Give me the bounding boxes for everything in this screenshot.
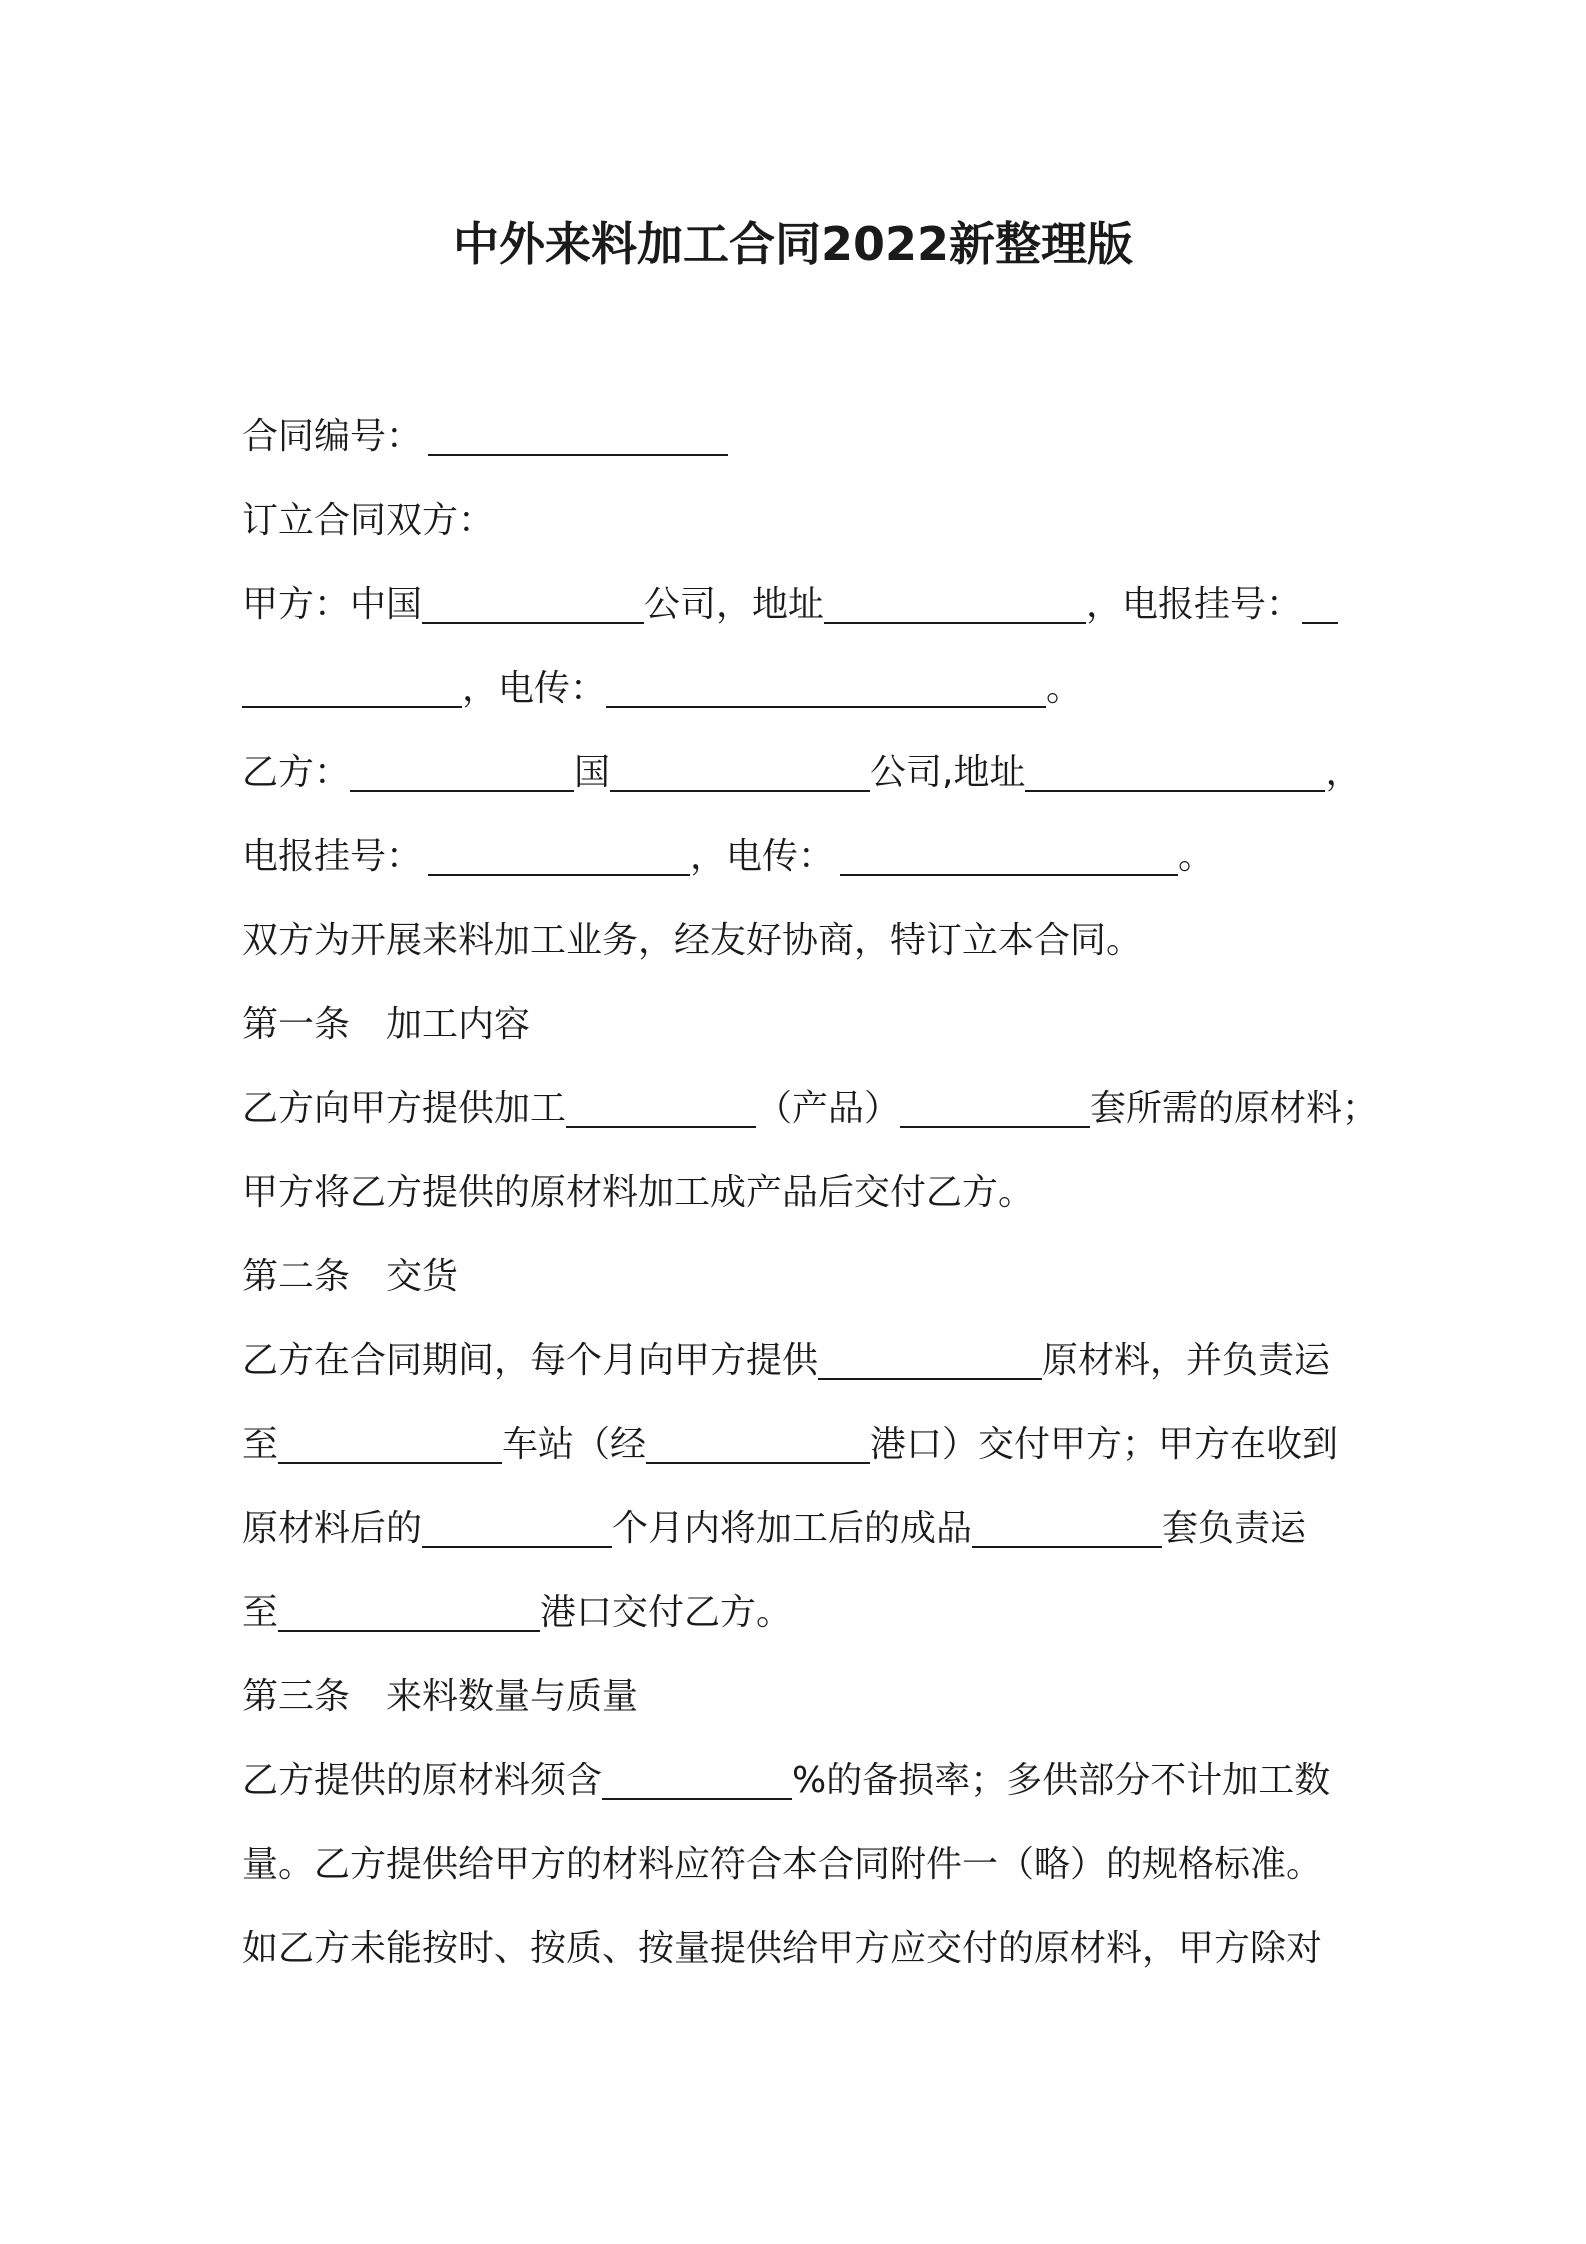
parties-heading-line [242, 496, 1362, 546]
party-a-telegraph-blank-start[interactable] [1302, 582, 1338, 624]
preamble-line [242, 916, 1362, 966]
contract-number-line [242, 412, 1362, 462]
article-2-body-line-2 [242, 1420, 1362, 1470]
contract-number-blank[interactable] [428, 414, 728, 456]
months-blank[interactable] [422, 1506, 612, 1548]
text-segment: ， [1325, 752, 1362, 793]
text-segment: ，电传： [462, 668, 607, 709]
text-segment: 乙方： [242, 752, 351, 793]
text-segment: 。 [1178, 836, 1215, 877]
text-segment: 甲方将乙方提供的原材料加工成产品后交付乙方。 [242, 1172, 1035, 1213]
article-1-heading [242, 1000, 1362, 1050]
article-3-body-line-2 [242, 1840, 1362, 1890]
party-b-address-blank[interactable] [1025, 750, 1325, 792]
text-segment: 合同编号： [242, 416, 423, 457]
article-2-body-line-4 [242, 1588, 1362, 1638]
text-segment: 公司，地址 [644, 584, 825, 625]
article-3-body-line-1 [242, 1756, 1362, 1806]
text-segment: 套所需的原材料； [1090, 1088, 1379, 1129]
text-segment: 至 [242, 1424, 279, 1465]
spare-rate-blank[interactable] [602, 1758, 792, 1800]
text-segment: 第一条 加工内容 [242, 1004, 531, 1045]
party-b-telegraph-line [242, 832, 1362, 882]
text-segment: 订立合同双方： [242, 500, 495, 541]
via-port-blank[interactable] [646, 1422, 870, 1464]
text-segment: %的备损率；多供部分不计加工数 [792, 1760, 1331, 1801]
party-b-telegraph-blank[interactable] [428, 834, 690, 876]
text-segment: 港口交付乙方。 [540, 1592, 793, 1633]
text-segment: 套负责运 [1162, 1508, 1307, 1549]
party-b-company-blank[interactable] [610, 750, 870, 792]
finished-sets-blank[interactable] [972, 1506, 1162, 1548]
article-2-body-line-1 [242, 1336, 1362, 1386]
party-b-line [242, 748, 1362, 798]
article-1-body-line-2 [242, 1168, 1362, 1218]
delivery-port-blank[interactable] [278, 1590, 540, 1632]
article-1-body-line-1 [242, 1084, 1379, 1134]
text-segment: 量。乙方提供给甲方的材料应符合本合同附件一（略）的规格标准。 [242, 1844, 1323, 1885]
article-2-body-line-3 [242, 1504, 1362, 1554]
text-segment: （产品） [756, 1088, 901, 1129]
party-a-telegraph-line [242, 664, 1362, 714]
party-a-fax-blank[interactable] [606, 666, 1046, 708]
party-a-line [242, 580, 1362, 630]
text-segment: 。 [1046, 668, 1083, 709]
text-segment: 乙方提供的原材料须含 [242, 1760, 603, 1801]
article-3-body-line-3 [242, 1924, 1362, 1974]
party-a-company-blank[interactable] [422, 582, 644, 624]
text-segment: 原材料，并负责运 [1042, 1340, 1331, 1381]
party-a-telegraph-blank-end[interactable] [242, 666, 462, 708]
text-segment: 车站（经 [502, 1424, 647, 1465]
text-segment: 原材料后的 [242, 1508, 423, 1549]
text-segment: 乙方向甲方提供加工 [242, 1088, 567, 1129]
text-segment: 双方为开展来料加工业务，经友好协商，特订立本合同。 [242, 920, 1143, 961]
text-segment: ，电报挂号： [1086, 584, 1303, 625]
text-segment: 电报挂号： [242, 836, 423, 877]
text-segment: ，电传： [690, 836, 835, 877]
text-segment: 第二条 交货 [242, 1256, 459, 1297]
text-segment: 国 [574, 752, 611, 793]
party-b-country-blank[interactable] [350, 750, 574, 792]
party-b-fax-blank[interactable] [840, 834, 1178, 876]
product-blank[interactable] [566, 1086, 756, 1128]
text-segment: 第三条 来料数量与质量 [242, 1676, 639, 1717]
article-2-heading [242, 1252, 1362, 1302]
text-segment: 个月内将加工后的成品 [612, 1508, 973, 1549]
party-a-address-blank[interactable] [824, 582, 1086, 624]
product-sets-blank[interactable] [900, 1086, 1090, 1128]
station-blank[interactable] [278, 1422, 502, 1464]
text-segment: 港口）交付甲方；甲方在收到 [870, 1424, 1339, 1465]
text-segment: 如乙方未能按时、按质、按量提供给甲方应交付的原材料，甲方除对 [242, 1928, 1323, 1969]
text-segment: 甲方：中国 [242, 584, 423, 625]
text-segment: 至 [242, 1592, 279, 1633]
text-segment: 公司,地址 [870, 752, 1026, 793]
monthly-material-blank[interactable] [818, 1338, 1042, 1380]
article-3-heading [242, 1672, 1362, 1722]
document-title: 中外来料加工合同2022新整理版 [452, 217, 1134, 271]
text-segment: 乙方在合同期间，每个月向甲方提供 [242, 1340, 819, 1381]
